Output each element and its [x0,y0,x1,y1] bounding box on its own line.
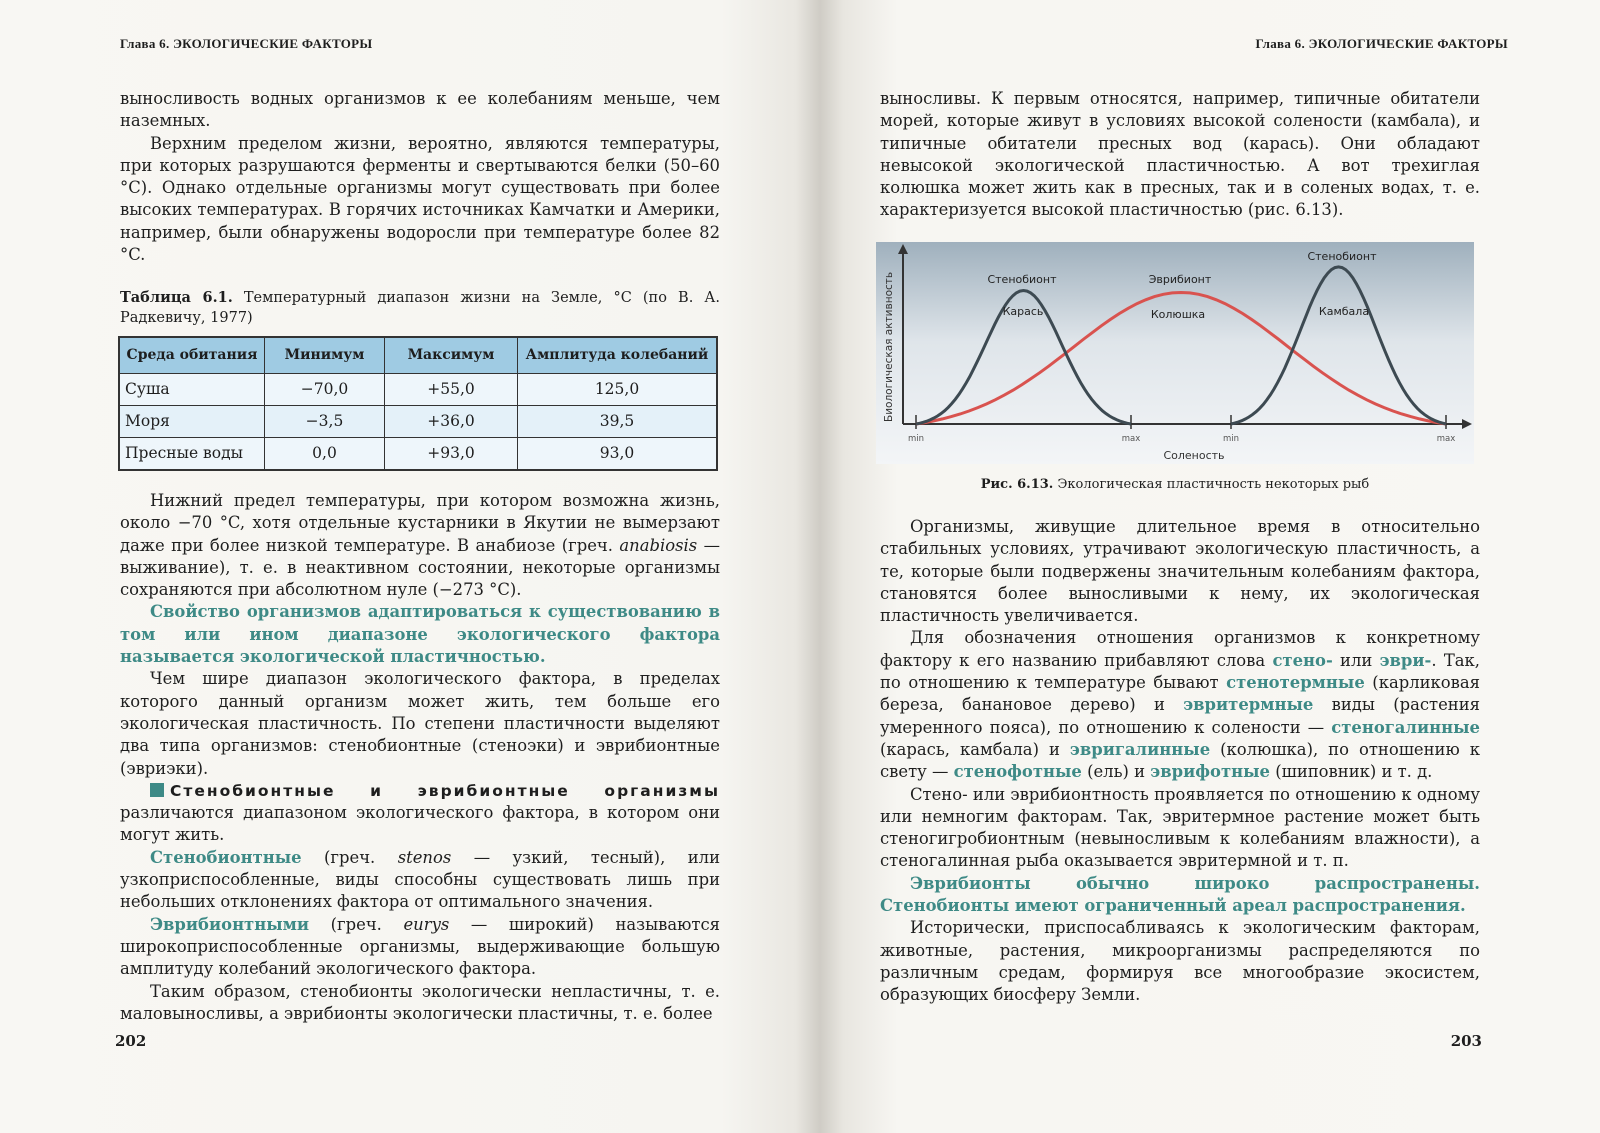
paragraph: Чем шире диапазон экологического фактора, в пределах которого данный организм может жить, тем больше его экологическая пластичность. По степени пластичности выделяют два типа организмов: стенобионтные (стеноэки) и эврибионтные (эвриэки). [120,669,720,778]
paragraph [120,847,720,914]
text-run: (карась, камбала) и [880,739,1070,759]
table-header: Минимум [265,337,385,374]
running-head-left: Глава 6. ЭКОЛОГИЧЕСКИЕ ФАКТОРЫ [120,36,373,51]
right-text-top [880,88,1480,222]
text-run: (ель) и [1081,762,1151,782]
series-label: Стенобионт [987,273,1057,286]
paragraph [880,627,1480,783]
text-run: (колюшка), по отношению к свету — [880,739,1480,782]
conclusion-highlight: Эврибионты обычно широко распространены. Стенобионты имеют ограниченный ареал распространения. [880,873,1480,916]
text-run: — выживание), т. е. в неактивном состоянии, некоторые организмы сохраняются при абсолютном нуле (−273 °C). [120,535,720,600]
table-cell: +55,0 [385,374,518,406]
left-text-top [120,88,720,266]
right-page [820,0,1600,1133]
x-tick-label: min [1222,434,1240,444]
figure-caption [876,477,1474,492]
text-run: (шиповник) и т. д. [1269,762,1433,782]
paragraph: Стено- или эврибионтность проявляется по отношению к одному или немногим факторам. Так, эвритермное растение может быть стеногигробионтным (невыносливым к колебаниям влажности), а стеногалинная рыба оказывается эвритермной и т. п. [880,784,1480,871]
left-text-bottom [120,490,720,1025]
series-inner-label: Камбала [1318,305,1370,318]
text-run: Нижний предел температуры, при котором возможна жизнь, около −70 °C, хотя отдельные кустарники в Якутии не вымерзают даже при более низкой температуре. В анабиозе (греч. [120,491,720,555]
table-cell: Моря [119,406,265,438]
x-tick-label: max [1436,434,1456,444]
text-run: — широкий) называются широкоприспособленные организмы, выдерживающие большую амплитуду колебаний экологического фактора. [120,914,720,979]
definition-highlight: Свойство организмов адаптироваться к существованию в том или ином диапазоне экологического фактора называется экологической пластичностью. [120,602,720,667]
table-cell: −70,0 [265,374,385,406]
text-run: Для обозначения отношения организмов к конкретному фактору к его названию прибавляют слова [880,628,1480,670]
series-inner-label: Колюшка [1150,308,1206,321]
text-run: . Так, по отношению к температуре бывают [880,650,1480,693]
series-inner-label: Карась [1002,305,1044,318]
italic-term: stenos [397,847,452,867]
table-caption [120,288,720,328]
term-highlight: Эврибионтными [150,914,310,934]
x-tick-label: min [907,434,925,444]
page-number-left: 202 [115,1032,147,1050]
paragraph [120,490,720,601]
italic-term: anabiosis [619,535,698,555]
term-highlight: Стенобионтные [150,847,302,867]
text-run: или [1332,650,1380,670]
x-axis-label: Соленость [1163,449,1225,462]
section-paragraph [120,780,720,847]
table-cell: 93,0 [518,438,718,471]
section-marker-icon [150,783,164,797]
term-highlight: эвригалинные [1069,739,1211,759]
text-run: (греч. [309,914,404,934]
term-highlight: стено- [1272,650,1333,670]
table-cell: Пресные воды [119,438,265,471]
table-header: Максимум [385,337,518,374]
term-highlight: стенотермные [1226,673,1365,693]
table-row [119,406,717,438]
paragraph: Исторически, приспосабливаясь к экологическим факторам, животные, растения, микроорганизмы распределяются по различным средам, формируя все многообразие экосистем, образующих биосферу Земли. [880,918,1480,1005]
table-caption-text: Температурный диапазон жизни на Земле, °C (по В. А. Радкевичу, 1977) [120,290,721,326]
running-head-right: Глава 6. ЭКОЛОГИЧЕСКИЕ ФАКТОРЫ [1255,36,1508,51]
temperature-table [118,336,718,471]
paragraph: выносливость водных организмов к ее колебаниям меньше, чем наземных. [120,89,720,131]
paragraph [120,914,720,981]
salinity-figure [876,242,1474,464]
paragraph: Организмы, живущие длительное время в относительно стабильных условиях, утрачивают экологическую пластичность, а те, которые были подвержены значительным колебаниям фактора, становятся более выносливыми к нему, их экологическая пластичность увеличивается. [880,517,1480,626]
y-axis-label: Биологическая активность [883,271,895,422]
text-run: (карликовая береза, банановое дерево) и [880,673,1481,715]
text-run: различаются диапазоном экологического фактора, в котором они могут жить. [120,803,720,845]
table-cell: +36,0 [385,406,518,438]
table-cell: Суша [119,374,265,406]
table-header: Амплитуда колебаний [518,337,718,374]
term-highlight: эврифотные [1150,762,1270,782]
table-wrapper [118,336,718,471]
text-run: (греч. [301,847,398,867]
x-tick-label: max [1121,434,1141,444]
italic-term: eurys [403,914,450,934]
table-cell: 125,0 [518,374,718,406]
table-row [119,374,717,406]
table-cell: −3,5 [265,406,385,438]
series-label: Эврибионт [1148,273,1212,286]
table-cell: +93,0 [385,438,518,471]
text-run: виды (растения умеренного пояса), по отношению к солености — [880,695,1480,737]
section-title: Стенобионтные и эврибионтные организмы [170,781,720,800]
paragraph: выносливы. К первым относятся, например, типичные обитатели морей, которые живут в условиях высокой солености (камбала), и типичные обитатели пресных вод (карась). Они обладают невысокой экологической пластичностью. А вот трехиглая колюшка может жить как в пресных, так и в соленых водах, т. е. характеризуется высокой пластичностью (рис. 6.13). [880,89,1480,220]
series-label: Стенобионт [1307,250,1377,263]
paragraph: Таким образом, стенобионты экологически непластичны, т. е. маловыносливы, а эврибионты экологически пластичны, т. е. более [120,981,720,1023]
right-text-bottom [880,516,1480,1007]
paragraph: Верхним пределом жизни, вероятно, являются температуры, при которых разрушаются ферменты и свертываются белки (50–60 °C). Однако отдельные организмы могут существовать при более высоких температурах. В горячих источниках Камчатки и Америки, например, были обнаружены водоросли при температуре более 82 °C. [120,133,720,265]
text-run: — узкий, тесный), или узкоприспособленные, виды способны существовать лишь при небольших отклонениях фактора от оптимального значения. [120,847,720,912]
page-number-right: 203 [1450,1032,1482,1050]
term-highlight: стеногалинные [1331,717,1480,737]
figure-caption-label: Рис. 6.13. [980,477,1054,492]
term-highlight: стенофотные [953,762,1082,782]
table-cell: 0,0 [265,438,385,471]
table-caption-label: Таблица 6.1. [120,289,233,306]
term-highlight: эври- [1379,650,1432,670]
table-header: Среда обитания [119,337,265,374]
figure-caption-text: Экологическая пластичность некоторых рыб [1053,477,1370,492]
salinity-chart [876,242,1474,464]
table-cell: 39,5 [518,406,718,438]
term-highlight: эвритермные [1183,695,1314,715]
table-row [119,438,717,471]
